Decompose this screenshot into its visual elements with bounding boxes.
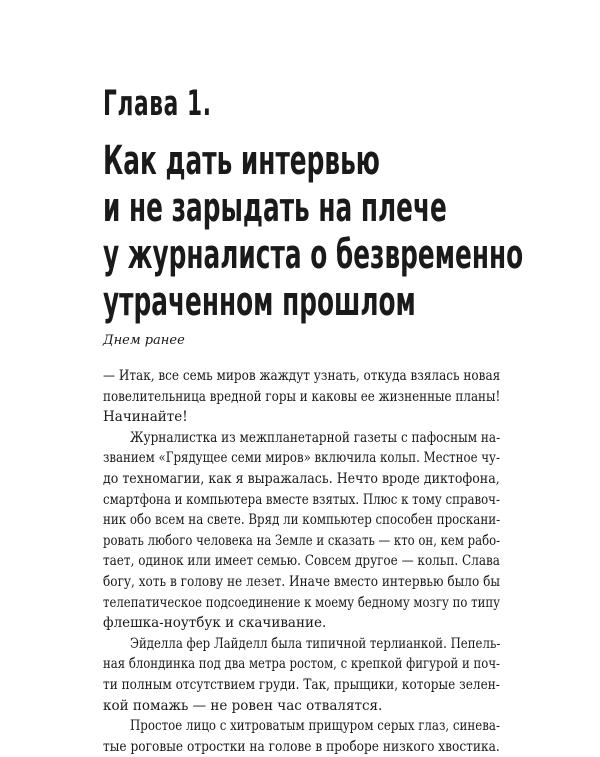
chapter-title-line: у журналиста о безвременно	[103, 232, 524, 278]
body-line: Простое лицо с хитроватым прищуром серых глаз, синева-	[129, 718, 500, 735]
body-line: ровать любого человека на Земле и сказать — кто он, кем рабо-	[103, 532, 501, 549]
chapter-title	[103, 138, 524, 326]
chapter-label: Глава 1.	[103, 84, 212, 124]
body-line: ник обо всем на свете. Вряд ли компьютер способен проскани-	[103, 512, 501, 529]
body-line: — Итак, все семь миров жаждут узнать, откуда взялась новая	[103, 368, 501, 384]
epigraph-time-note: Днем ранее	[103, 333, 185, 348]
body-line: Эйделла фер Лайделл была типичной терлианкой. Пепель-	[129, 635, 501, 652]
body-line: тает, одинок или имеет семью. Совсем другое — кольп. Слава	[103, 553, 500, 570]
body-line: повелительница вредной горы и каковы ее жизненные планы!	[103, 388, 501, 405]
body-line: званием «Грядущее семи миров» включила кольп. Местное чу-	[103, 450, 500, 467]
body-line: Журналистка из межпланетарной газеты с пафосным на-	[129, 429, 501, 446]
chapter-title-line: утраченном прошлом	[103, 279, 416, 325]
body-line: телепатическое подсоединение к моему бедному мозгу по типу	[103, 594, 501, 611]
body-line: ти полным отсутствием груди. Так, прыщики, которые зелен-	[103, 676, 500, 693]
chapter-title-line: и не зарыдать на плече	[103, 185, 447, 231]
body-text	[103, 366, 500, 757]
body-line: кой помажь — не ровен час отвалятся.	[103, 697, 383, 714]
body-line: тые роговые отростки на голове в проборе низкого хвостика.	[103, 738, 500, 755]
chapter-title-line: Как дать интервью	[103, 138, 380, 184]
body-line: смартфона и компьютера вместе взятых. Плюс к тому справоч-	[103, 491, 500, 508]
body-line: богу, хоть в голову не лезет. Иначе вместо интервью было бы	[103, 573, 501, 590]
body-line: Начинайте!	[103, 409, 188, 426]
body-line: до техномагии, как я выражалась. Нечто вроде диктофона,	[103, 470, 500, 487]
body-line: ная блондинка под два метра ростом, с крепкой фигурой и поч-	[103, 656, 501, 673]
body-line: флешка-ноутбук и скачивание.	[103, 615, 327, 632]
